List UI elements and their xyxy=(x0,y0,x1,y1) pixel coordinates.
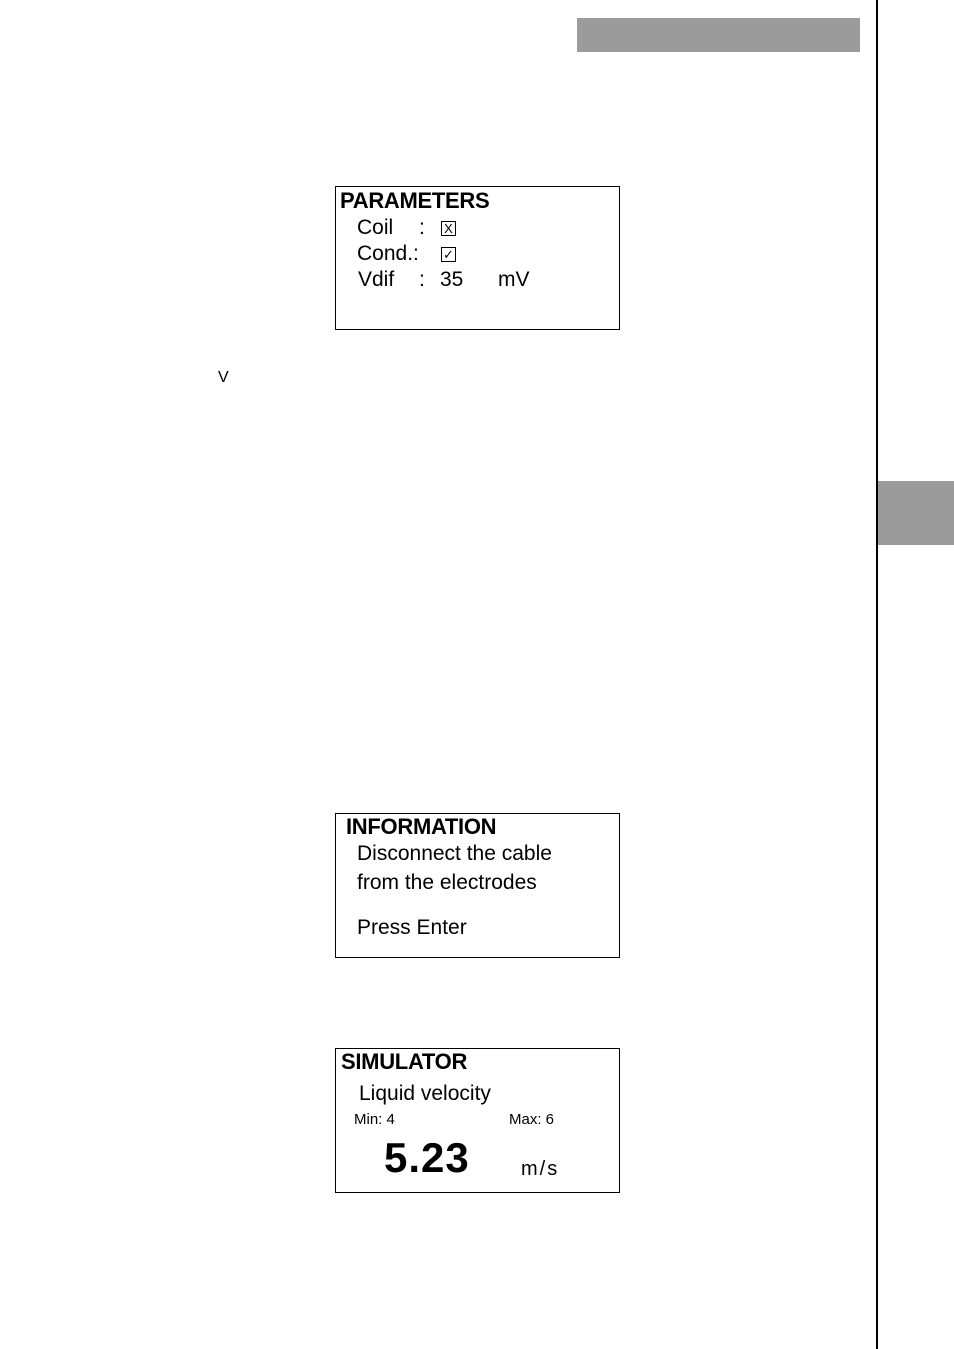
information-panel xyxy=(335,813,620,958)
vdif-value: 35 xyxy=(440,268,464,291)
cond-checkbox[interactable] xyxy=(441,247,456,262)
coil-label: Coil xyxy=(357,216,394,239)
coil-checkbox-mark: X xyxy=(444,221,453,236)
stray-mark: V xyxy=(218,369,229,386)
header-bar xyxy=(577,18,860,52)
max-label: Max: 6 xyxy=(509,1111,555,1128)
information-line-2: from the electrodes xyxy=(357,871,537,894)
chapter-tab xyxy=(878,481,954,545)
vdif-unit: mV xyxy=(498,268,530,291)
information-title: INFORMATION xyxy=(346,814,497,839)
min-label: Min: 4 xyxy=(354,1111,395,1128)
parameters-title: PARAMETERS xyxy=(340,188,490,213)
velocity-unit: m/s xyxy=(521,1158,560,1180)
velocity-value: 5.23 xyxy=(384,1134,470,1181)
press-enter-prompt: Press Enter xyxy=(357,916,467,939)
simulator-panel xyxy=(335,1048,620,1193)
coil-separator: : xyxy=(419,216,425,239)
vdif-label: Vdif xyxy=(358,268,395,291)
cond-label: Cond.: xyxy=(357,242,419,265)
coil-checkbox[interactable] xyxy=(441,221,456,236)
cond-checkbox-mark: ✓ xyxy=(443,247,454,262)
simulator-title: SIMULATOR xyxy=(341,1049,468,1074)
parameters-panel xyxy=(335,186,620,330)
simulator-subtitle: Liquid velocity xyxy=(359,1082,491,1105)
vdif-separator: : xyxy=(419,268,425,291)
information-line-1: Disconnect the cable xyxy=(357,842,552,865)
side-rule xyxy=(876,0,878,1349)
